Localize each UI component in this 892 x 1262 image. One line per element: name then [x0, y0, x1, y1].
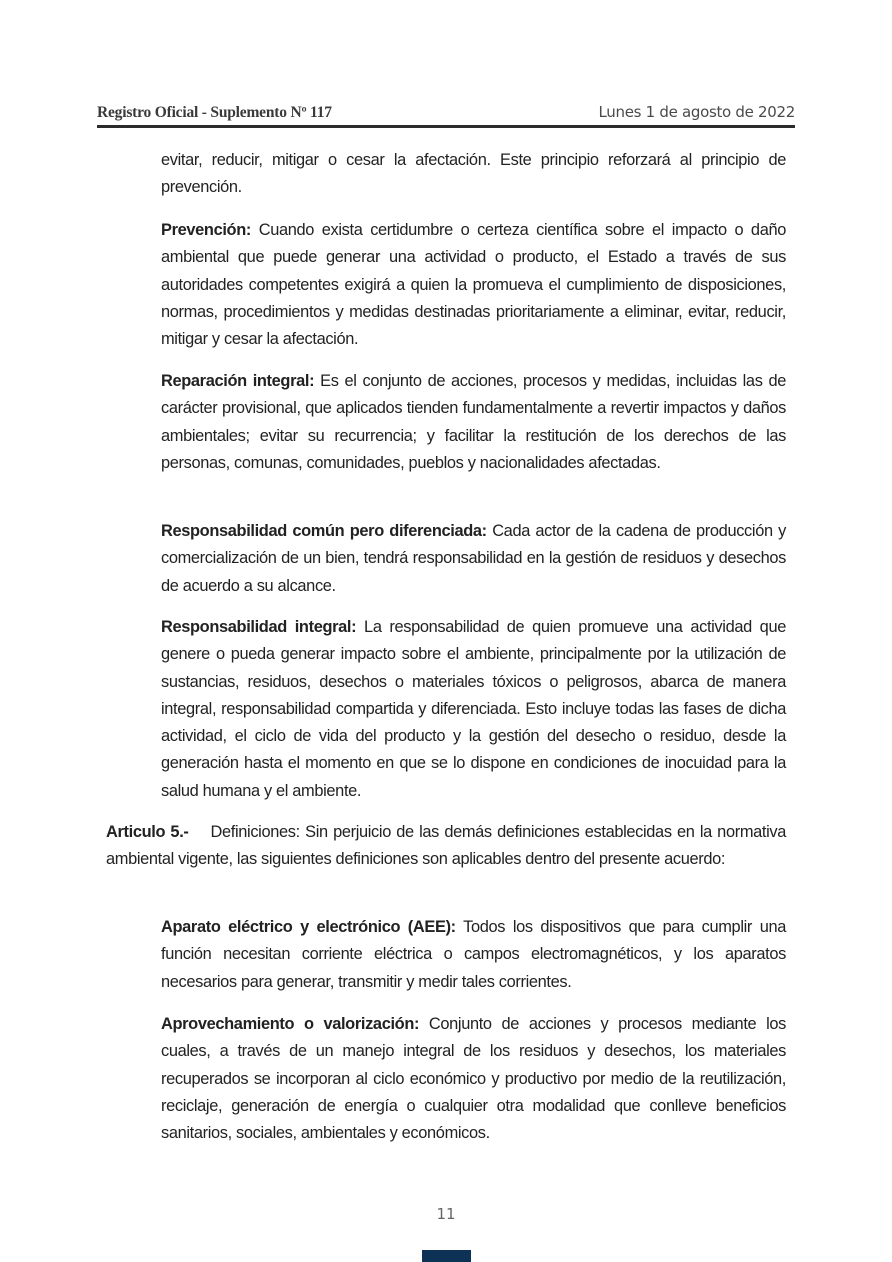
publication-date: Lunes 1 de agosto de 2022 — [598, 103, 795, 121]
definition-term: Aparato eléctrico y electrónico (AEE): — [161, 918, 456, 936]
definition-text: Conjunto de acciones y procesos mediante los cuales, a través de un manejo integral de los residuos y desechos, los materiales recuperados se incorporan al ciclo económico y productivo por medio de la reutilización, reciclaje, generación de energía o cualquier otra modalidad que conlleve beneficios sanitarios, sociales, ambientales y económicos. — [161, 1015, 786, 1143]
article-text: Definiciones: Sin perjuicio de las demás definiciones establecidas en la normativa ambiental vigente, las siguientes definiciones son aplicables dentro del presente acuerdo: — [106, 823, 787, 869]
continuation-paragraph: evitar, reducir, mitigar o cesar la afectación. Este principio reforzará al principio de prevención. — [161, 151, 786, 197]
header-divider — [97, 125, 795, 128]
principle-text: Cuando exista certidumbre o certeza científica sobre el impacto o daño ambiental que puede generar una actividad o producto, el Estado a través de sus autoridades competentes exigirá a quien la promueva el cumplimiento de disposiciones, normas, procedimientos y medidas destinadas prioritariamente a eliminar, evitar, reducir, mitigar y cesar la afectación. — [161, 221, 786, 349]
principle-term: Reparación integral: — [161, 372, 315, 390]
header-row — [97, 104, 795, 124]
principle-prevencion — [161, 217, 786, 353]
page-number: 11 — [436, 1205, 456, 1223]
principle-responsabilidad-integral — [161, 614, 786, 805]
principle-responsabilidad-comun — [161, 518, 786, 600]
article-label: Articulo 5.- — [106, 823, 189, 841]
article-5 — [106, 819, 786, 874]
publication-title: Registro Oficial - Suplemento Nº 117 — [97, 104, 332, 121]
principle-term: Prevención: — [161, 221, 251, 239]
definition-term: Aprovechamiento o valorización: — [161, 1015, 420, 1033]
principle-text: La responsabilidad de quien promueve una actividad que genere o pueda generar impacto sobre el ambiente, principalmente por la utilización de sustancias, residuos, desechos o materiales tóxicos o peligrosos, abarca de manera integral, responsabilidad compartida y diferenciada. Esto incluye todas las fases de dicha actividad, el ciclo de vida del producto y la gestión del desecho o residuo, desde la generación hasta el momento en que se lo dispone en condiciones de inocuidad para la salud humana y el ambiente. — [161, 618, 786, 800]
definition-text: Todos los dispositivos que para cumplir una función necesitan corriente eléctrica o campos electromagnéticos, y los aparatos necesarios para generar, transmitir y medir tales corrientes. — [161, 918, 786, 991]
definition-aprovechamiento — [161, 1011, 786, 1147]
principle-text: Es el conjunto de acciones, procesos y medidas, incluidas las de carácter provisional, que aplicados tienden fundamentalmente a revertir impactos y daños ambientales; evitar su recurrencia; y facilitar la restitución de los derechos de las personas, comunas, comunidades, pueblos y nacionalidades afectadas. — [161, 372, 786, 472]
principle-text: Cada actor de la cadena de producción y comercialización de un bien, tendrá responsabilidad en la gestión de residuos y desechos de acuerdo a su alcance. — [161, 522, 786, 595]
principle-term: Responsabilidad común pero diferenciada: — [161, 522, 487, 540]
footer-bar — [422, 1250, 471, 1262]
principle-reparacion-integral — [161, 368, 786, 477]
definition-aee — [161, 914, 786, 996]
principle-term: Responsabilidad integral: — [161, 618, 357, 636]
